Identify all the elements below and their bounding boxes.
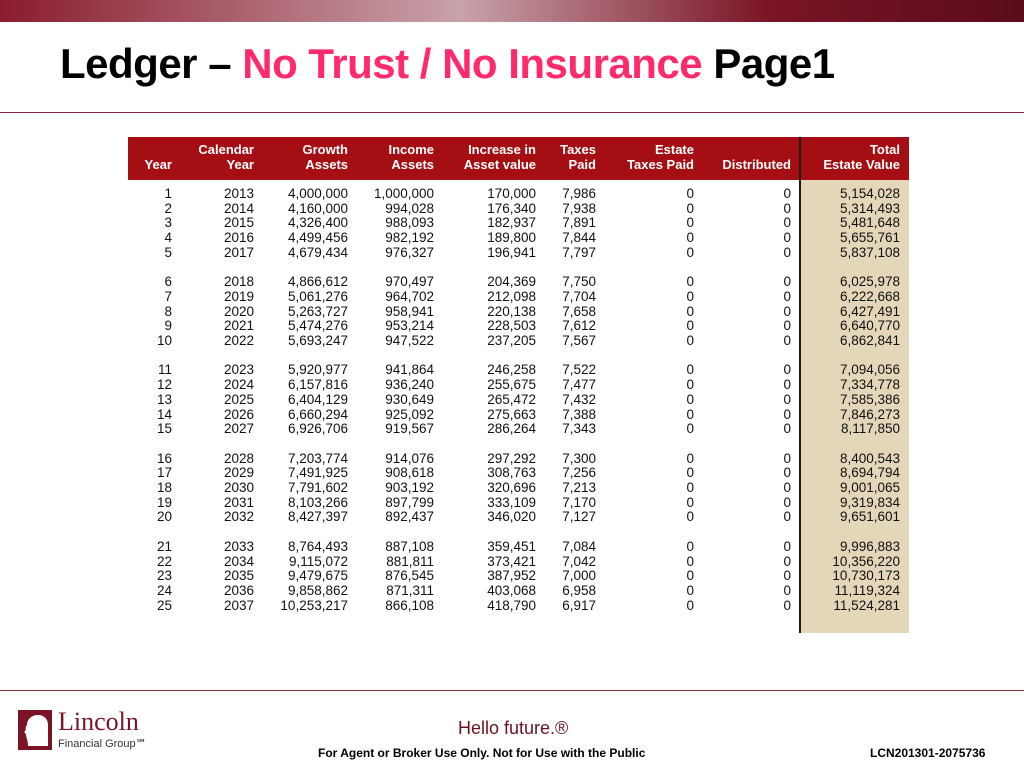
table-row — [128, 246, 909, 261]
cell-calendar-year: 2028 — [223, 450, 254, 466]
cell-growth-assets: 5,061,276 — [287, 288, 348, 304]
table-row — [128, 378, 909, 393]
table-row — [128, 510, 909, 525]
cell-distributed: 0 — [783, 230, 791, 246]
cell-taxes-paid: 7,432 — [562, 391, 596, 407]
cell-increase-in-asset-value: 228,503 — [487, 318, 536, 334]
column-header-line2: Assets — [305, 157, 348, 172]
cell-growth-assets: 4,160,000 — [287, 200, 348, 216]
cell-total-estate-value: 6,640,770 — [839, 318, 900, 334]
column-header-line2: Estate Value — [823, 157, 900, 172]
cell-estate-taxes-paid: 0 — [686, 553, 694, 569]
cell-total-estate-value: 6,862,841 — [839, 332, 900, 348]
cell-year: 12 — [156, 377, 172, 393]
footer-divider — [0, 690, 1024, 691]
cell-calendar-year: 2029 — [223, 465, 254, 481]
column-header-line1: Calendar — [198, 142, 254, 157]
cell-total-estate-value: 5,481,648 — [839, 215, 900, 231]
cell-growth-assets: 6,660,294 — [287, 406, 348, 422]
header-divider — [0, 112, 1024, 113]
cell-income-assets: 970,497 — [385, 274, 434, 290]
cell-year: 13 — [156, 391, 172, 407]
table-row — [128, 187, 909, 202]
cell-income-assets: 892,437 — [385, 509, 434, 525]
column-header-line2: Year — [144, 157, 172, 172]
table-row — [128, 452, 909, 467]
cell-distributed: 0 — [783, 288, 791, 304]
column-header-line2: Asset value — [463, 157, 536, 172]
ledger-table — [128, 137, 909, 633]
cell-year: 15 — [156, 421, 172, 437]
cell-estate-taxes-paid: 0 — [686, 421, 694, 437]
cell-taxes-paid: 7,658 — [562, 303, 596, 319]
cell-income-assets: 976,327 — [385, 244, 434, 260]
cell-calendar-year: 2015 — [223, 215, 254, 231]
table-row — [128, 231, 909, 246]
column-header-line2: Distributed — [722, 157, 791, 172]
table-row — [128, 334, 909, 349]
cell-growth-assets: 8,764,493 — [287, 538, 348, 554]
cell-estate-taxes-paid: 0 — [686, 450, 694, 466]
cell-income-assets: 919,567 — [385, 421, 434, 437]
cell-estate-taxes-paid: 0 — [686, 362, 694, 378]
table-row — [128, 319, 909, 334]
cell-growth-assets: 7,203,774 — [287, 450, 348, 466]
cell-distributed: 0 — [783, 215, 791, 231]
cell-distributed: 0 — [783, 583, 791, 598]
cell-increase-in-asset-value: 308,763 — [487, 465, 536, 481]
cell-income-assets: 903,192 — [385, 480, 434, 496]
cell-growth-assets: 4,866,612 — [287, 274, 348, 290]
cell-distributed: 0 — [783, 421, 791, 437]
cell-increase-in-asset-value: 170,000 — [487, 186, 536, 201]
cell-year: 25 — [156, 597, 172, 613]
table-row — [128, 422, 909, 437]
cell-taxes-paid: 7,844 — [562, 230, 596, 246]
cell-income-assets: 876,545 — [385, 568, 434, 584]
column-header-line1: Estate — [654, 142, 694, 157]
cell-distributed: 0 — [783, 553, 791, 569]
cell-total-estate-value: 8,117,850 — [840, 421, 900, 437]
cell-income-assets: 930,649 — [385, 391, 434, 407]
cell-distributed: 0 — [783, 274, 791, 290]
cell-total-estate-value: 6,222,668 — [839, 288, 900, 304]
cell-distributed: 0 — [783, 200, 791, 216]
cell-income-assets: 941,864 — [385, 362, 434, 378]
table-row — [128, 275, 909, 290]
table-row — [128, 408, 909, 423]
cell-distributed: 0 — [783, 332, 791, 348]
cell-calendar-year: 2016 — [223, 230, 254, 246]
cell-distributed: 0 — [783, 303, 791, 319]
cell-calendar-year: 2033 — [223, 538, 254, 554]
cell-calendar-year: 2030 — [223, 480, 254, 496]
cell-year: 4 — [164, 230, 172, 246]
cell-increase-in-asset-value: 182,937 — [487, 215, 536, 231]
cell-total-estate-value: 9,001,065 — [839, 480, 900, 496]
cell-taxes-paid: 7,343 — [562, 421, 596, 437]
cell-total-estate-value: 6,427,491 — [839, 303, 900, 319]
cell-calendar-year: 2014 — [223, 200, 254, 216]
cell-year: 3 — [164, 215, 172, 231]
cell-year: 9 — [164, 318, 172, 334]
cell-distributed: 0 — [783, 450, 791, 466]
cell-income-assets: 994,028 — [385, 200, 434, 216]
column-header-line1 — [695, 142, 791, 157]
table-row — [128, 202, 909, 217]
cell-calendar-year: 2021 — [223, 318, 254, 334]
cell-growth-assets: 7,491,925 — [287, 465, 348, 481]
cell-year: 17 — [156, 465, 172, 481]
cell-taxes-paid: 7,042 — [562, 553, 596, 569]
cell-estate-taxes-paid: 0 — [686, 274, 694, 290]
cell-growth-assets: 9,858,862 — [287, 583, 348, 598]
cell-year: 20 — [156, 509, 172, 525]
table-row — [128, 466, 909, 481]
cell-estate-taxes-paid: 0 — [686, 583, 694, 598]
column-header-line1: Increase in — [468, 142, 536, 157]
cell-income-assets: 964,702 — [385, 288, 434, 304]
table-row — [128, 555, 909, 570]
cell-income-assets: 953,214 — [385, 318, 434, 334]
cell-distributed: 0 — [783, 377, 791, 393]
cell-calendar-year: 2032 — [223, 509, 254, 525]
cell-calendar-year: 2026 — [223, 406, 254, 422]
cell-estate-taxes-paid: 0 — [686, 200, 694, 216]
cell-year: 22 — [156, 553, 172, 569]
cell-taxes-paid: 7,522 — [562, 362, 596, 378]
cell-increase-in-asset-value: 333,109 — [487, 494, 536, 510]
cell-calendar-year: 2035 — [223, 568, 254, 584]
logo-name: Lincoln — [58, 707, 139, 736]
cell-estate-taxes-paid: 0 — [686, 303, 694, 319]
cell-estate-taxes-paid: 0 — [686, 568, 694, 584]
cell-taxes-paid: 7,891 — [562, 215, 596, 231]
cell-estate-taxes-paid: 0 — [686, 288, 694, 304]
table-row — [128, 216, 909, 231]
cell-growth-assets: 5,263,727 — [287, 303, 348, 319]
cell-increase-in-asset-value: 320,696 — [487, 480, 536, 496]
cell-income-assets: 897,799 — [385, 494, 434, 510]
cell-increase-in-asset-value: 237,205 — [487, 332, 536, 348]
cell-calendar-year: 2017 — [223, 244, 254, 260]
cell-calendar-year: 2036 — [223, 583, 254, 598]
cell-taxes-paid: 7,750 — [562, 274, 596, 290]
cell-year: 23 — [156, 568, 172, 584]
cell-growth-assets: 9,479,675 — [287, 568, 348, 584]
cell-calendar-year: 2027 — [223, 421, 254, 437]
cell-taxes-paid: 7,300 — [562, 450, 596, 466]
cell-increase-in-asset-value: 246,258 — [487, 362, 536, 378]
cell-total-estate-value: 10,356,220 — [832, 553, 900, 569]
cell-total-estate-value: 11,524,281 — [833, 597, 900, 613]
cell-total-estate-value: 6,025,978 — [839, 274, 900, 290]
cell-growth-assets: 4,326,400 — [287, 215, 348, 231]
cell-income-assets: 871,311 — [386, 583, 434, 598]
cell-calendar-year: 2022 — [223, 332, 254, 348]
cell-taxes-paid: 7,127 — [562, 509, 596, 525]
top-decorative-band — [0, 0, 1024, 22]
cell-total-estate-value: 9,996,883 — [839, 538, 900, 554]
cell-total-estate-value: 5,154,028 — [839, 186, 900, 201]
cell-taxes-paid: 7,388 — [562, 406, 596, 422]
cell-distributed: 0 — [783, 318, 791, 334]
cell-year: 24 — [156, 583, 172, 598]
cell-distributed: 0 — [783, 465, 791, 481]
cell-estate-taxes-paid: 0 — [686, 332, 694, 348]
column-header-line2: Assets — [391, 157, 434, 172]
cell-increase-in-asset-value: 346,020 — [487, 509, 536, 525]
cell-taxes-paid: 7,704 — [562, 288, 596, 304]
cell-year: 8 — [164, 303, 172, 319]
column-header-distributed — [695, 142, 791, 172]
cell-growth-assets: 6,404,129 — [287, 391, 348, 407]
cell-income-assets: 925,092 — [385, 406, 434, 422]
cell-taxes-paid: 7,986 — [562, 186, 596, 201]
cell-taxes-paid: 7,256 — [562, 465, 596, 481]
cell-calendar-year: 2031 — [223, 494, 254, 510]
cell-growth-assets: 5,474,276 — [287, 318, 348, 334]
cell-increase-in-asset-value: 286,264 — [487, 421, 536, 437]
column-header-line1: Taxes — [560, 142, 596, 157]
cell-year: 2 — [164, 200, 172, 216]
cell-increase-in-asset-value: 212,098 — [487, 288, 536, 304]
cell-year: 19 — [156, 494, 172, 510]
cell-estate-taxes-paid: 0 — [686, 230, 694, 246]
cell-growth-assets: 6,926,706 — [287, 421, 348, 437]
table-row — [128, 584, 909, 599]
cell-total-estate-value: 5,314,493 — [839, 200, 900, 216]
cell-distributed: 0 — [783, 509, 791, 525]
page-title — [60, 40, 835, 88]
cell-estate-taxes-paid: 0 — [686, 391, 694, 407]
title-part-ledger: Ledger – — [60, 40, 243, 87]
ledger-body — [128, 187, 909, 613]
cell-year: 14 — [156, 406, 172, 422]
cell-taxes-paid: 7,567 — [562, 332, 596, 348]
cell-growth-assets: 6,157,816 — [287, 377, 348, 393]
cell-growth-assets: 7,791,602 — [287, 480, 348, 496]
cell-estate-taxes-paid: 0 — [686, 465, 694, 481]
cell-calendar-year: 2013 — [223, 186, 254, 201]
cell-income-assets: 947,522 — [385, 332, 434, 348]
cell-income-assets: 982,192 — [385, 230, 434, 246]
cell-year: 21 — [156, 538, 172, 554]
cell-taxes-paid: 7,213 — [562, 480, 596, 496]
cell-estate-taxes-paid: 0 — [686, 377, 694, 393]
table-row — [128, 363, 909, 378]
cell-increase-in-asset-value: 220,138 — [487, 303, 536, 319]
cell-total-estate-value: 9,651,601 — [839, 509, 900, 525]
cell-total-estate-value: 7,585,386 — [839, 391, 900, 407]
table-row — [128, 496, 909, 511]
cell-year: 10 — [156, 332, 172, 348]
cell-calendar-year: 2037 — [223, 597, 254, 613]
cell-income-assets: 908,618 — [385, 465, 434, 481]
cell-estate-taxes-paid: 0 — [686, 480, 694, 496]
table-row — [128, 540, 909, 555]
cell-growth-assets: 9,115,072 — [288, 553, 348, 569]
cell-increase-in-asset-value: 297,292 — [487, 450, 536, 466]
cell-total-estate-value: 8,694,794 — [839, 465, 900, 481]
cell-growth-assets: 5,693,247 — [287, 332, 348, 348]
cell-calendar-year: 2024 — [223, 377, 254, 393]
cell-growth-assets: 4,679,434 — [287, 244, 348, 260]
table-row — [128, 290, 909, 305]
disclaimer: For Agent or Broker Use Only. Not for Use with the Public — [318, 746, 646, 760]
cell-total-estate-value: 5,837,108 — [839, 244, 900, 260]
cell-increase-in-asset-value: 403,068 — [487, 583, 536, 598]
cell-distributed: 0 — [783, 186, 791, 201]
cell-distributed: 0 — [783, 406, 791, 422]
cell-estate-taxes-paid: 0 — [686, 597, 694, 613]
cell-growth-assets: 4,499,456 — [287, 230, 348, 246]
column-header-taxes-paid — [536, 142, 596, 172]
table-row — [128, 481, 909, 496]
cell-taxes-paid: 7,938 — [562, 200, 596, 216]
cell-taxes-paid: 7,477 — [562, 377, 596, 393]
cell-estate-taxes-paid: 0 — [686, 244, 694, 260]
cell-distributed: 0 — [783, 538, 791, 554]
cell-taxes-paid: 7,000 — [562, 568, 596, 584]
cell-income-assets: 1,000,000 — [373, 186, 434, 201]
cell-growth-assets: 5,920,977 — [287, 362, 348, 378]
cell-estate-taxes-paid: 0 — [686, 318, 694, 334]
cell-growth-assets: 8,427,397 — [287, 509, 348, 525]
cell-increase-in-asset-value: 359,451 — [487, 538, 536, 554]
cell-increase-in-asset-value: 418,790 — [487, 597, 536, 613]
cell-total-estate-value: 7,094,056 — [839, 362, 900, 378]
cell-growth-assets: 8,103,266 — [287, 494, 348, 510]
column-header-line1: Total — [869, 142, 900, 157]
cell-year: 5 — [164, 244, 172, 260]
cell-distributed: 0 — [783, 494, 791, 510]
cell-year: 6 — [164, 274, 172, 290]
column-header-income-assets — [348, 142, 434, 172]
column-header-total-estate-value — [800, 142, 900, 172]
cell-estate-taxes-paid: 0 — [686, 406, 694, 422]
logo-subtitle: Financial Group℠ — [58, 738, 147, 750]
cell-distributed: 0 — [783, 362, 791, 378]
cell-estate-taxes-paid: 0 — [686, 186, 694, 201]
cell-estate-taxes-paid: 0 — [686, 215, 694, 231]
column-header-line2: Year — [226, 157, 254, 172]
cell-increase-in-asset-value: 196,941 — [487, 244, 536, 260]
cell-increase-in-asset-value: 189,800 — [487, 230, 536, 246]
cell-income-assets: 958,941 — [385, 303, 434, 319]
column-header-calendar-year — [164, 142, 254, 172]
cell-taxes-paid: 7,797 — [562, 244, 596, 260]
column-header-increase-in-asset-value — [436, 142, 536, 172]
cell-taxes-paid: 7,170 — [562, 494, 596, 510]
title-part-page: Page1 — [702, 40, 835, 87]
tagline: Hello future.® — [458, 718, 569, 738]
cell-estate-taxes-paid: 0 — [686, 509, 694, 525]
column-header-line1: Growth — [302, 142, 348, 157]
cell-income-assets: 914,076 — [385, 450, 434, 466]
cell-calendar-year: 2019 — [223, 288, 254, 304]
cell-increase-in-asset-value: 204,369 — [487, 274, 536, 290]
cell-increase-in-asset-value: 387,952 — [487, 568, 536, 584]
cell-distributed: 0 — [783, 480, 791, 496]
cell-increase-in-asset-value: 373,421 — [487, 553, 536, 569]
table-row — [128, 393, 909, 408]
column-header-estate-taxes-paid — [598, 142, 694, 172]
cell-taxes-paid: 7,612 — [562, 318, 596, 334]
table-row — [128, 599, 909, 614]
cell-income-assets: 866,108 — [385, 597, 434, 613]
cell-income-assets: 881,811 — [386, 553, 434, 569]
cell-calendar-year: 2020 — [223, 303, 254, 319]
table-row — [128, 305, 909, 320]
cell-estate-taxes-paid: 0 — [686, 494, 694, 510]
column-header-growth-assets — [258, 142, 348, 172]
cell-distributed: 0 — [783, 244, 791, 260]
cell-increase-in-asset-value: 255,675 — [487, 377, 536, 393]
cell-total-estate-value: 11,119,324 — [834, 583, 900, 598]
cell-growth-assets: 4,000,000 — [287, 186, 348, 201]
column-header-line2: Paid — [568, 157, 596, 172]
cell-income-assets: 887,108 — [385, 538, 434, 554]
cell-distributed: 0 — [783, 597, 791, 613]
cell-year: 16 — [156, 450, 172, 466]
cell-income-assets: 936,240 — [385, 377, 434, 393]
cell-total-estate-value: 5,655,761 — [839, 230, 900, 246]
column-header-line1: Income — [388, 142, 434, 157]
cell-increase-in-asset-value: 176,340 — [487, 200, 536, 216]
lincoln-profile-icon — [18, 710, 52, 750]
table-row — [128, 569, 909, 584]
cell-distributed: 0 — [783, 568, 791, 584]
cell-taxes-paid: 7,084 — [562, 538, 596, 554]
cell-total-estate-value: 9,319,834 — [839, 494, 900, 510]
title-part-scenario: No Trust / No Insurance — [242, 40, 703, 87]
cell-total-estate-value: 7,846,273 — [839, 406, 900, 422]
cell-distributed: 0 — [783, 391, 791, 407]
cell-growth-assets: 10,253,217 — [280, 597, 348, 613]
cell-increase-in-asset-value: 275,663 — [487, 406, 536, 422]
cell-income-assets: 988,093 — [385, 215, 434, 231]
cell-estate-taxes-paid: 0 — [686, 538, 694, 554]
cell-total-estate-value: 7,334,778 — [839, 377, 900, 393]
cell-calendar-year: 2018 — [223, 274, 254, 290]
cell-calendar-year: 2025 — [223, 391, 254, 407]
document-code: LCN201301-2075736 — [870, 746, 986, 760]
cell-total-estate-value: 10,730,173 — [832, 568, 900, 584]
cell-year: 18 — [156, 480, 172, 496]
cell-taxes-paid: 6,917 — [562, 597, 596, 613]
cell-calendar-year: 2034 — [223, 553, 254, 569]
cell-year: 1 — [164, 186, 172, 201]
cell-year: 7 — [164, 288, 172, 304]
column-header-line2: Taxes Paid — [627, 157, 694, 172]
cell-increase-in-asset-value: 265,472 — [487, 391, 536, 407]
cell-total-estate-value: 8,400,543 — [839, 450, 900, 466]
cell-calendar-year: 2023 — [223, 362, 254, 378]
cell-taxes-paid: 6,958 — [562, 583, 596, 598]
lincoln-logo — [18, 708, 158, 754]
cell-year: 11 — [157, 362, 172, 378]
